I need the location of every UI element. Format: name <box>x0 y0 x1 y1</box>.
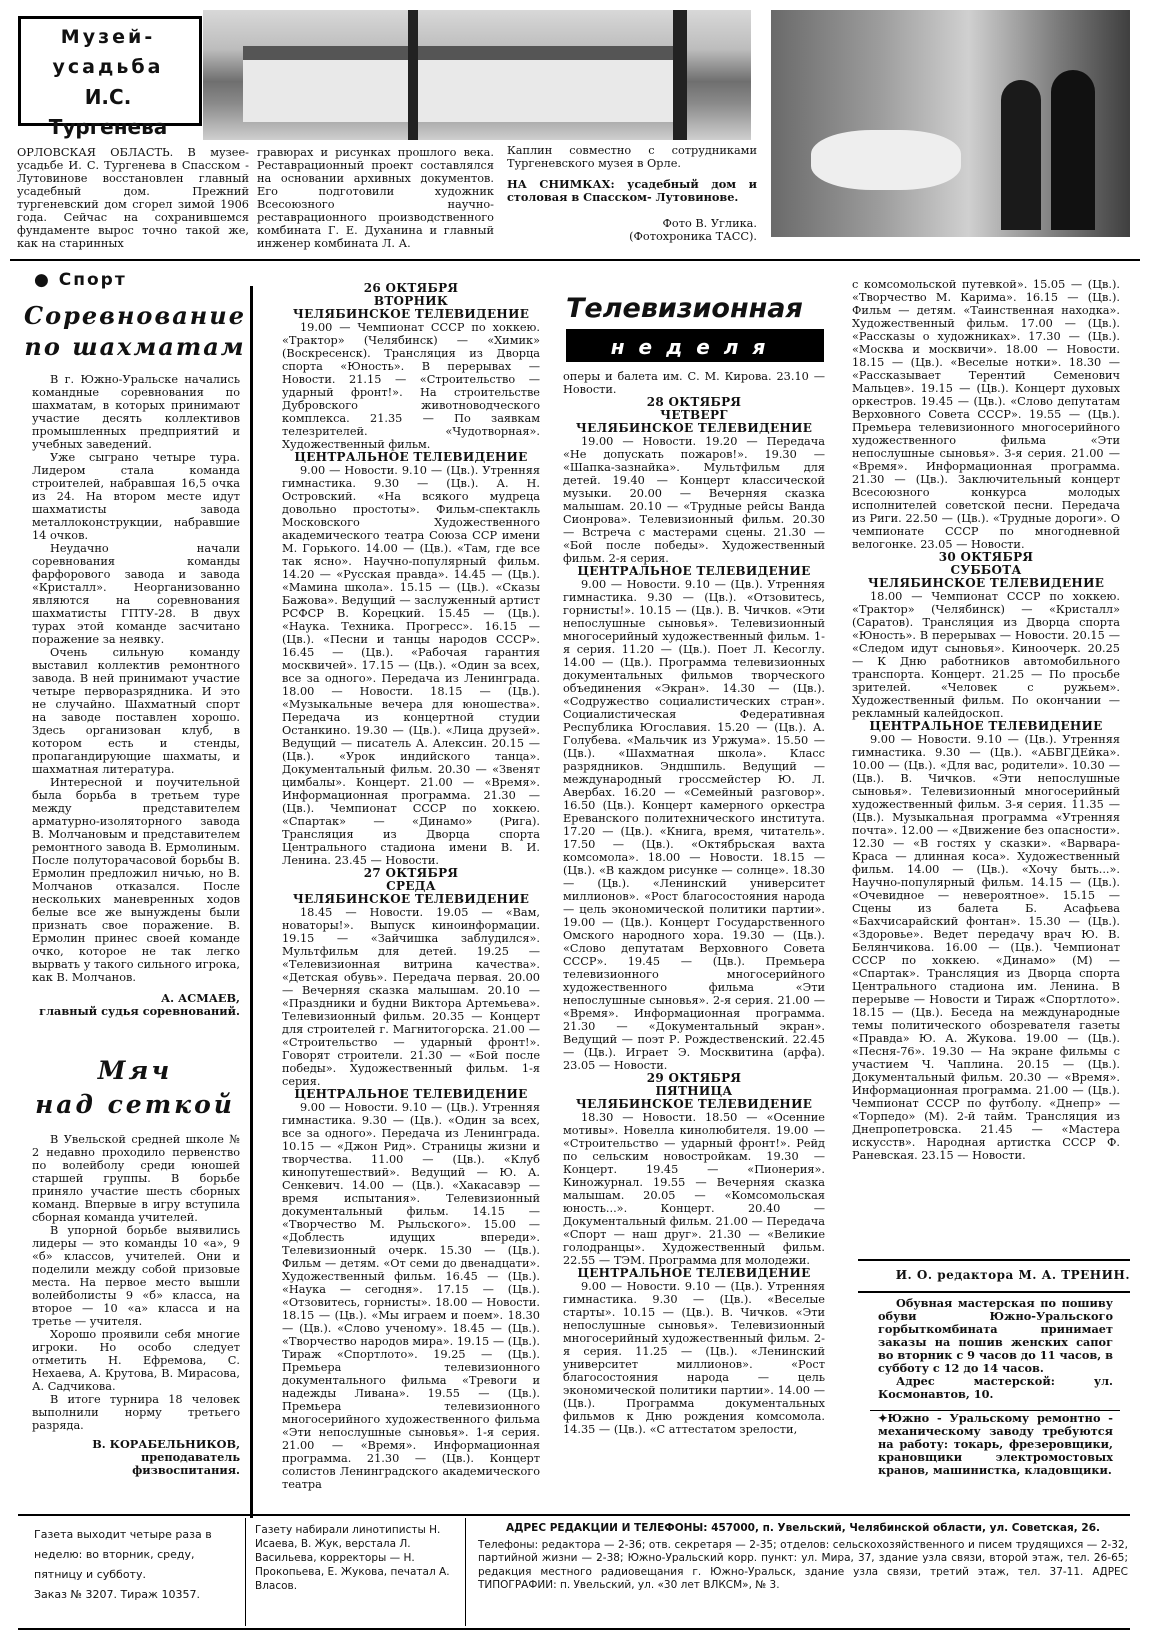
chess-article: В г. Южно-Уральске начались командные соревнования по шахматам, в которых принимают участие десять коллективов промышленных предприятий и учебных заведений. Уже сыграно четыре тура. Лидером стала команда строителей, набравшая 16,5 очка из 24. На втором месте идут шахматисты завода металлоконструкции, набравшие 14 очков. Неудачно начали соревнования команды фарфорового завода и завода «Кристалл». Неорганизованно являются на соревнования шахматисты ГПТУ-28. В двух турах этой команде засчитано поражение за неявку. Очень сильную команду выставил коллектив ремонтного завода. В ней принимают участие четыре перворазрядника. И это не случайно. Шахматный спорт на заводе поставлен хорошо. Здесь организован клуб, в котором есть и стенды, пропагандирующие шахматы, и шахматная литература. Интересной и поучительной была борьба в третьем туре между представителем арматурно-изоляторного завода В. Молчановым и представителем ремонтного завода В. Ермолиным. После полуторачасовой борьбы В. Ермолин предложил ничью, но В. Молчанов отказался. После нескольких маневренных ходов белые все же вынуждены были признать свое поражение. В. Ермолин принес своей команде очко, которое не так легко вырвать у такого сильного игрока, как В. Молчанов. А. АСМАЕВ, главный судья соревнований. <box>32 373 240 1018</box>
star-icon: ✦ <box>878 1411 888 1425</box>
tree-shape <box>408 10 418 140</box>
bullet-icon: ● <box>34 270 59 290</box>
person-shape <box>1051 70 1095 230</box>
footer-bottom-rule <box>18 1628 1130 1630</box>
tv-column-2: оперы и балета им. С. М. Кирова. 23.10 — Новости. 28 ОКТЯБРЯ ЧЕТВЕРГ ЧЕЛЯБИНСКОЕ ТЕЛЕВИДЕНИЕ 19.00 — Новости. 19.20 — Передача «Не допускать пожаров!». 19.30 — «Шапка-зазнайка». Мультфильм для детей. 19.40 — Концерт классической музыки. 20.00 — Вечерняя сказка малышам. 20.10 — «Трудные рейсы Ванда Сионрова». Телевизионный фильм. 20.30 — Встреча с мастерами сцены. 21.30 — «Бой после победы». Художественный фильм. 2-я серия. ЦЕНТРАЛЬНОЕ ТЕЛЕВИДЕНИЕ 9.00 — Новости. 9.10 — (Цв.). Утренняя гимнастика. 9.30 — (Цв.). «Отзовитесь, горнисты!». 10.15 — (Цв.). В. Чичков. «Эти непослушные сыновья». Телевизионный многосерийный художественный фильм. 1-я серия. 11.20 — (Цв.). Поет Л. Кесоглу. 14.00 — (Цв.). Программа телевизионных документальных фильмов творческого объединения «Экран». 14.30 — (Цв.). «Содружество социалистических стран». Социалистическая Федеративная Республика Югославия. 15.20 — (Цв.). А. Голубева. «Мальчик из Уржума». 15.50 — (Цв.). «Шахматная школа». Класс разрядников. Эндшпиль. Ведущий — международный гроссмейстер Ю. Л. Авербах. 16.20 — «Семейный разговор». 16.50 (Цв.). Концерт камерного оркестра Ереванского политехнического института. 17.20 — (Цв.). «Книга, время, читатель». 17.50 — (Цв.). «Октябрьская вахта комсомола». 18.00 — Новости. 18.15 — (Цв.). «В каждом рисунке — солнце». 18.30 — (Цв.). «Ленинский университет миллионов». «Рост благосостояния народа — цель экономической политики партии». 19.00 — (Цв.). Концерт Государственного Омского народного хора. 19.30 — (Цв.). «Слово депутатам Верховного Совета СССР». 19.45 — (Цв.). Премьера телевизионного многосерийного художественного фильма «Эти непослушные сыновья». 2-я серия. 21.00 — «Время». Информационная программа. 21.30 — «Документальный экран». Ведущий — поэт Р. Рождественский. 22.45 — (Цв.). Играет Э. Москвитина (арфа). 23.05 — Новости. 29 ОКТЯБРЯ ПЯТНИЦА ЧЕЛЯБИНСКОЕ ТЕЛЕВИДЕНИЕ 18.30 — Новости. 18.50 — «Осенние мотивы». Новелла кинолюбителя. 19.00 — «Строительство — ударный фронт!». Рейд по сельским новостройкам. 19.30 — Концерт. 19.45 — «Пионерия». Киножурнал. 19.55 — Вечерняя сказка малышам. 20.05 — «Комсомольская юность...». Концерт. 20.40 — Документальный фильм. 21.00 — Передача «Спорт — наш друг». 21.30 — «Великие голодранцы». Художественный фильм. 22.55 — ТЭМ. Программа для молодежи. ЦЕНТРАЛЬНОЕ ТЕЛЕВИДЕНИЕ 9.00 — Новости. 9.10 — (Цв.). Утренняя гимнастика. 9.30 — (Цв.). «Веселые старты». 10.15 — (Цв.). В. Чичков. «Эти непослушные сыновья». Телевизионный многосерийный художественный фильм. 2-я серия. 11.25 — (Цв.). «Ленинский университет миллионов». «Рост благосостояния народа — цель экономической политики партии». 14.00 — (Цв.). Программа документальных фильмов к Дню рождения комсомола. 14.35 — (Цв.). «С аттестатом зрелости, <box>563 370 825 1436</box>
footer-typeset: Газету набирали линотиписты Н. Исаева, В. Жук, верстала Л. Васильева, корректоры — Н. Прокопьева, Е. Жукова, печатал А. Власов. <box>255 1524 450 1592</box>
sport-tv-divider <box>250 286 253 1518</box>
museum-title: Музей- усадьба И.С. Тургенева <box>48 26 168 139</box>
house-shape <box>243 46 683 122</box>
chess-title: Соревнование по шахматам <box>24 301 246 361</box>
tv-column-3: с комсомольской путевкой». 15.05 — (Цв.). «Творчество М. Карима». 16.15 — (Цв.). Фильм — детям. «Таинственная находка». Художественный фильм. 17.00 — (Цв.). «Рассказы о художниках». 17.30 — (Цв.). «Москва и москвичи». 18.00 — Новости. 18.15 — (Цв.). «Веселые нотки». 18.30 — «Рассказывает Терентий Семенович Мальцев». 19.15 — (Цв.). Концерт духовых оркестров. 19.45 — (Цв.). «Слово депутатам Верховного Совета СССР». 19.55 — (Цв.). Премьера телевизионного многосерийного художественного фильма «Эти непослушные сыновья». 3-я серия. 21.00 — «Время». Информационная программа. 21.30 — (Цв.). Заключительный концерт Всесоюзного конкурса молодых исполнителей советской песни. Передача из Риги. 22.50 — (Цв.). «Трудные дороги». О чемпионате СССР по многодневной велогонке. 23.05 — Новости. 30 ОКТЯБРЯ СУББОТА ЧЕЛЯБИНСКОЕ ТЕЛЕВИДЕНИЕ 18.00 — Чемпионат СССР по хоккею. «Трактор» (Челябинск) — «Кристалл» (Саратов). Трансляция из Дворца спорта «Юность». В перерывах — Новости. 20.15 — «Следом идут сыновья». Киноочерк. 20.25 — К Дню работников автомобильного транспорта. Концерт. 21.25 — По просьбе зрителей. «Человек с ружьем». Художественный фильм. По окончании — рекламный калейдоскоп. ЦЕНТРАЛЬНОЕ ТЕЛЕВИДЕНИЕ 9.00 — Новости. 9.10 — (Цв.). Утренняя гимнастика. 9.30 — (Цв.). «АБВГДЕйка». 10.00 — (Цв.). «Для вас, родители». 10.30 — (Цв.). В. Чичков. «Эти непослушные сыновья». Телевизионный многосерийный художественный фильм. 3-я серия. 11.35 — (Цв.). Музыкальная программа «Утренняя почта». 12.00 — «Движение без опасности». 12.30 — «В гостях у сказки». «Варвара-Краса — длинная коса». Художественный фильм. 14.00 — (Цв.). «Хочу быть...». Научно-популярный фильм. 14.15 — (Цв.). «Очевидное — невероятное». 15.15 — Сцены из балета Б. Асафьева «Бахчисарайский фонтан». 15.30 — (Цв.). «Здоровье». Ведет передачу врач Ю. В. Белянчикова. 16.00 — (Цв.). Чемпионат СССР по хоккею. «Динамо» (М) — «Спартак». Трансляция из Дворца спорта Центрального стадиона им. Ленина. В перерыве — Новости и Тираж «Спортлото». 18.15 — (Цв.). Беседа на международные темы политического обозревателя газеты «Правда» Ю. А. Жукова. 19.00 — (Цв.). «Песня-76». 19.30 — На экране фильмы с участием Ч. Чаплина. 20.15 — (Цв.). Документальный фильм. 20.30 — «Время». Информационная программа. 21.00 — (Цв.). Чемпионат СССР по футболу. «Днепр» — «Торпедо» (М). 2-й тайм. Трансляция из Днепропетровска. 21.45 — «Мастера искусств». Народная артистка СССР Ф. Раневская. 23.15 — Новости. <box>852 278 1120 1162</box>
museum-text-col1: ОРЛОВСКАЯ ОБЛАСТЬ. В музее-усадьбе И. С. Тургенева в Спасском - Лутовинове восстановлен главный усадебный дом. Прежний тургеневский дом сгорел зимой 1906 года. Сейчас на сохранившемся фундаменте вырос точно такой же, как на старинных <box>17 146 249 250</box>
volleyball-title: Мяч над сеткой <box>35 1056 235 1119</box>
table-shape <box>811 130 961 190</box>
footer-address: АДРЕС РЕДАКЦИИ И ТЕЛЕФОНЫ: 457000, п. Увельский, Челябинской области, ул. Советская, 26. Телефоны: редактора — 2-36; отв. секретаря — 2-35; отделов: сельскохозяйственного и писем трудящихся — 2-32, партийной жизни — 2-38; Южно-Уральский корр. пункт: ул. Мира, 37, здание узла связи, второй этаж, тел. 26-65; редакция местного радиовещания г. Южно-Уральск, здание узла связи, третий этаж, тел. 37-11. АДРЕС ТИПОГРАФИИ: п. Увельский, ул. «30 лет ВЛКСМ», № 3. <box>478 1522 1128 1591</box>
tv-column-1: 26 ОКТЯБРЯ ВТОРНИК ЧЕЛЯБИНСКОЕ ТЕЛЕВИДЕНИЕ 19.00 — Чемпионат СССР по хоккею. «Трактор» (Челябинск) — «Химик» (Воскресенск). Трансляция из Дворца спорта «Юность». В перерывах — Новости. 21.15 — «Строительство — ударный фронт!». На строительстве Дубровского животноводческого комплекса. 21.35 — По заявкам телезрителей. «Чудотворная». Художественный фильм. ЦЕНТРАЛЬНОЕ ТЕЛЕВИДЕНИЕ 9.00 — Новости. 9.10 — (Цв.). Утренняя гимнастика. 9.30 — (Цв.). А. Н. Островский. «На всякого мудреца довольно простоты». Фильм-спектакль Московского Художественного академического театра Союза ССР имени М. Горького. 14.00 — (Цв.). «Там, где все так ясно». Научно-популярный фильм. 14.20 — «Русская правда». 14.45 — (Цв.). «Мамина школа». 15.15 — (Цв.). «Сказы Бажова». Ведущий — заслуженный артист РСФСР В. Корецкий. 15.45 — (Цв.). «Наука. Техника. Прогресс». 16.15 — (Цв.). «Песни и танцы народов СССР». 16.45 — (Цв.). «Рабочая гарантия москвичей». 17.15 — (Цв.). «Один за всех, все за одного». Передача из Ленинграда. 18.00 — Новости. 18.15 — (Цв.). «Музыкальные вечера для юношества». Передача из концертной студии Останкино. 19.30 — (Цв.). «Лица друзей». Ведущий — писатель А. Алексин. 20.15 — (Цв.). «Урок индийского танца». Документальный фильм. 20.30 — «Звенят цимбалы». Концерт. 21.00 — «Время». Информационная программа. 21.30 — (Цв.). Чемпионат СССР по хоккею. «Спартак» — «Динамо» (Рига). Трансляция из Дворца спорта Центрального стадиона имени В. И. Ленина. 23.45 — Новости. 27 ОКТЯБРЯ СРЕДА ЧЕЛЯБИНСКОЕ ТЕЛЕВИДЕНИЕ 18.45 — Новости. 19.05 — «Вам, новаторы!». Выпуск киноинформации. 19.15 — «Зайчишка заблудился». Мультфильм для детей. 19.25 — «Телевизионная витрина качества». «Детская обувь». Передача первая. 20.00 — Вечерняя сказка малышам. 20.10 — «Праздники и будни Виктора Артемьева». Телевизионный фильм. 20.35 — Концерт для строителей г. Магнитогорска. 21.00 — «Строительство — ударный фронт!». Говорят строители. 21.30 — «Бой после победы». Художественный фильм. 1-я серия. ЦЕНТРАЛЬНОЕ ТЕЛЕВИДЕНИЕ 9.00 — Новости. 9.10 — (Цв.). Утренняя гимнастика. 9.30 — (Цв.). «Один за всех, все за одного». Передача из Ленинграда. 10.15 — «Джон Рид». Страницы жизни и творчества. 11.00 — (Цв.). «Клуб кинопутешествий». Ведущий — Ю. А. Сенкевич. 14.00 — (Цв.). «Хакасавэр — время испытания». Телевизионный документальный фильм. 14.15 — «Творчество М. Рыльского». 15.00 — «Доблесть идущих впереди». Телевизионный очерк. 15.30 — (Цв.). Фильм — детям. «От семи до двенадцати». Художественный фильм. 16.45 — (Цв.). «Наука — сегодня». 17.15 — (Цв.). «Отзовитесь, горнисты». 18.00 — Новости. 18.15 — (Цв.). «Мы играем и поем». 18.30 — (Цв.). «Слово ученому». 18.45 — (Цв.). «Творчество народов мира». 19.15 — (Цв.). Тираж «Спортлото». 19.25 — (Цв.). Премьера телевизионного документального фильма «Тревоги и надежды Ливана». 19.55 — (Цв.). Премьера телевизионного многосерийного художественного фильма «Эти непослушные сыновья». 1-я серия. 21.00 — «Время». Информационная программа. 21.30 — (Цв.). Концерт солистов Ленинградского академического театра <box>282 281 540 1491</box>
footer-sep-1 <box>245 1518 246 1626</box>
museum-text-col3a: Каплин совместно с сотрудниками Тургеневского музея в Орле. <box>507 144 757 170</box>
museum-caption: НА СНИМКАХ: усадебный дом и столовая в Спасском- Лутовинове. <box>507 177 757 204</box>
editor-divider-bottom <box>858 1291 1130 1293</box>
person-shape <box>1001 80 1041 230</box>
sport-rubric: ● Спорт <box>34 270 127 290</box>
ad-repair-plant: ✦Южно - Уральскому ремонтно - механическому заводу требуются на работу: токарь, фрезеровщики, крановщики электромостовых кранов, машинистка, кладовщики. <box>878 1411 1113 1477</box>
footer-schedule: Газета выходит четыре раза в неделю: во вторник, среду, пятницу и субботу. Заказ № 3207. Тираж 10357. <box>34 1528 212 1601</box>
photo-manor-house <box>203 10 751 140</box>
footer-sep-2 <box>465 1518 466 1626</box>
photo-credit: Фото В. Углика. (Фотохроника ТАСС). <box>629 217 757 243</box>
photo-dining-room <box>771 10 1130 237</box>
editor-line: И. О. редактора М. А. ТРЕНИН. <box>895 1268 1130 1282</box>
top-divider <box>10 259 1140 261</box>
tv-logo: Телевизионная неделя <box>566 289 824 365</box>
footer-top-rule <box>18 1514 1130 1516</box>
volleyball-article: В Увельской средней школе № 2 недавно проходило первенство по волейболу среди юношей старшей группы. В борьбе приняло участие шесть сборных команд. Впервые в игру вступила сборная команда учителей. В упорной борьбе выявились лидеры — это команды 10 «а», 9 «б» классов, учителей. Они и поделили между собой призовые места. На первое место вышли волейболисты 9 «б» класса, на второе — 10 «а» класса и на третье — учителя. Хорошо проявили себя многие игроки. Но особо следует отметить Н. Ефремова, С. Нехаева, А. Крутова, В. Мирасова, А. Садчикова. В итоге турнира 18 человек выполнили норму третьего разряда. В. КОРАБЕЛЬНИКОВ, преподаватель физвоспитания. <box>32 1133 240 1477</box>
ad-shoe-workshop: Обувная мастерская по пошиву обуви Южно-Уральского горбыткомбината принимает заказы на пошив женских сапог во вторник с 9 часов до 11 часов, в субботу с 12 до 14 часов. Адрес мастерской: ул. Космонавтов, 10. <box>878 1296 1113 1401</box>
editor-divider <box>858 1259 1130 1261</box>
tree-shape <box>673 10 687 140</box>
museum-text-col2: гравюрах и рисунках прошлого века. Реставрационный проект составлялся на основании архивных документов. Его подготовили художник Всесоюзного научно-реставрационного производственного комбината Г. Е. Духанина и главный инженер комбината Л. А. <box>257 146 494 250</box>
